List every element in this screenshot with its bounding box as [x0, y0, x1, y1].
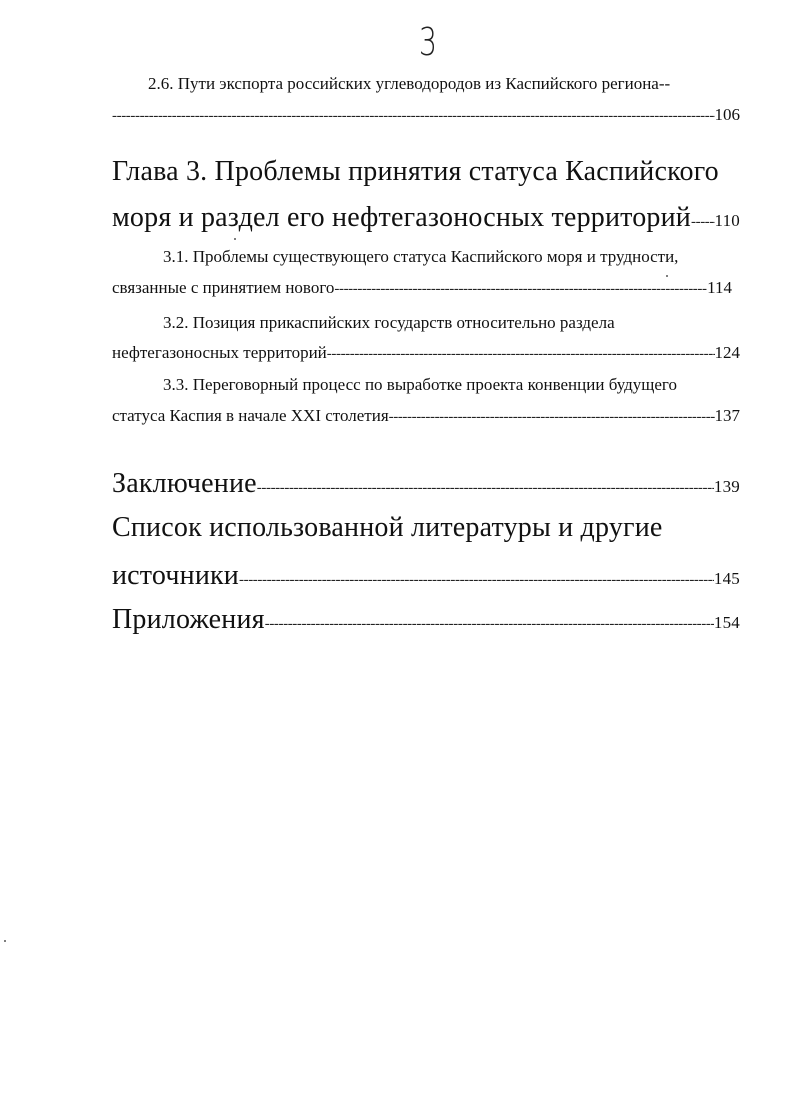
- appendices-title: Приложения: [112, 604, 265, 635]
- bibliography-title-text: источники: [112, 560, 239, 591]
- toc-entry-3-3-page: 137: [714, 406, 740, 425]
- toc-entry-bibliography: [112, 558, 740, 598]
- toc-entry-3-1-page: 114: [707, 278, 732, 297]
- chapter-3-page: 110: [714, 211, 740, 230]
- chapter-3-title-text: моря и раздел его нефтегазоносных территорий: [112, 202, 691, 233]
- bibliography-page: 145: [713, 569, 740, 588]
- scan-speck: [234, 238, 236, 240]
- scan-speck: [4, 940, 6, 942]
- toc-entry-2-6-leader: [112, 103, 740, 128]
- dot-leader: [327, 342, 715, 366]
- dot-leader: [691, 204, 715, 240]
- toc-entry-3-2-line1: 3.2. Позиция прикаспийских государств относительно раздела: [163, 313, 615, 332]
- toc-entry-3-3-text: статуса Каспия в начале XXI столетия: [112, 406, 389, 425]
- toc-entry-appendices: [112, 602, 740, 642]
- dot-leader: [265, 606, 714, 642]
- toc-entry-3-1-text: связанные с принятием нового: [112, 278, 335, 297]
- dot-leader: [334, 277, 707, 301]
- dot-leader: [112, 104, 715, 128]
- toc-entry-2-6-page: 106: [714, 105, 740, 124]
- toc-entry-3-1-line2: [112, 276, 732, 301]
- toc-entry-3-1-line1: 3.1. Проблемы существующего статуса Каспийского моря и трудности,: [163, 247, 679, 266]
- bibliography-title-line1: Список использованной литературы и другие: [112, 512, 663, 543]
- page-number: 3: [418, 20, 438, 64]
- conclusion-page: 139: [713, 477, 740, 496]
- chapter-3-title-line2: [112, 200, 740, 240]
- toc-entry-2-6-title: 2.6. Пути экспорта российских углеводородов из Каспийского региона--: [148, 74, 671, 93]
- toc-entry-conclusion: [112, 466, 740, 506]
- toc-entry-3-3-line2: [112, 404, 740, 429]
- toc-entry-3-2-page: 124: [714, 343, 740, 362]
- toc-entry-3-2-line2: [112, 341, 740, 366]
- chapter-3-title-line1: Глава 3. Проблемы принятия статуса Каспийского: [112, 156, 719, 187]
- dot-leader: [257, 470, 714, 506]
- scan-speck: [666, 275, 668, 277]
- appendices-page: 154: [713, 613, 740, 632]
- dot-leader: [389, 405, 715, 429]
- dot-leader: [239, 562, 714, 598]
- toc-entry-3-2-text: нефтегазоносных территорий: [112, 343, 327, 362]
- toc-entry-3-3-line1: 3.3. Переговорный процесс по выработке проекта конвенции будущего: [163, 375, 677, 394]
- conclusion-title: Заключение: [112, 468, 257, 499]
